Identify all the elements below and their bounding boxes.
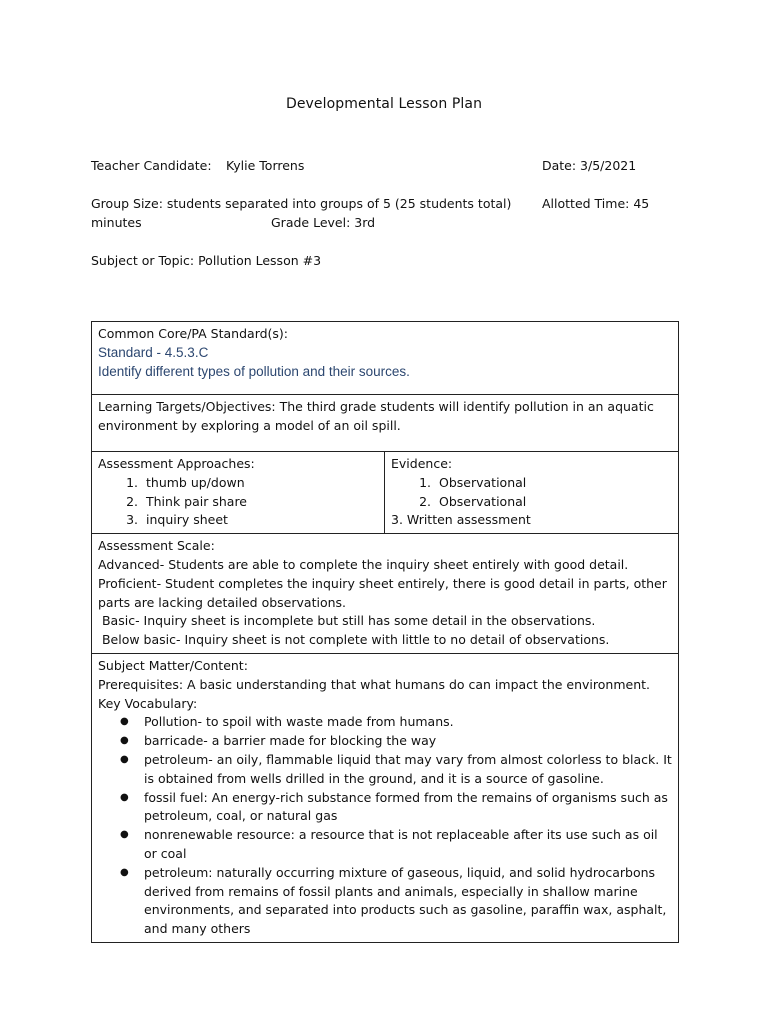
assessment-approaches-label: Assessment Approaches: bbox=[98, 456, 255, 471]
document-title: Developmental Lesson Plan bbox=[285, 96, 483, 112]
subject-matter-cell bbox=[92, 653, 679, 942]
assessment-row bbox=[92, 452, 679, 534]
standard-description: Identify different types of pollution and their sources. bbox=[98, 363, 410, 379]
minutes-text: minutes bbox=[91, 215, 142, 230]
group-size-text: Group Size: students separated into groups of 5 (25 students total) bbox=[91, 196, 512, 211]
list-item: ● petroleum: naturally occurring mixture of gaseous, liquid, and solid hydrocarbons derived from remains of fossil plants and animals, especially in shallow marine environments, and separated into products such as gasoline, paraffin wax, asphalt, and many others bbox=[142, 864, 672, 939]
assessment-approaches-cell bbox=[92, 452, 385, 534]
evidence-label: Evidence: bbox=[391, 456, 453, 471]
assessment-scale-cell bbox=[92, 534, 679, 654]
standards-row bbox=[92, 322, 679, 395]
list-item: ● Pollution- to spoil with waste made from humans. bbox=[142, 713, 672, 732]
assessment-scale-row bbox=[92, 534, 679, 654]
grade-level-text: Grade Level: 3rd bbox=[271, 215, 376, 230]
list-item: ● nonrenewable resource: a resource that is not replaceable after its use such as oil or coal bbox=[142, 826, 672, 864]
scale-below-basic: Below basic- Inquiry sheet is not complete with little to no detail of observations. bbox=[98, 632, 610, 648]
objectives-cell bbox=[92, 395, 679, 452]
list-item: ● petroleum- an oily, flammable liquid that may vary from almost colorless to black. It is obtained from wells drilled in the ground, and it is a source of gasoline. bbox=[142, 751, 672, 789]
list-item: ● barricade- a barrier made for blocking the way bbox=[142, 732, 672, 751]
teacher-name: Kylie Torrens bbox=[226, 158, 305, 173]
evidence-list bbox=[391, 474, 672, 512]
scale-proficient-line-1: Proficient- Student completes the inquiry sheet entirely, there is good detail in parts, other bbox=[98, 575, 667, 591]
objectives-line-1: Learning Targets/Objectives: The third grade students will identify pollution in an aquatic bbox=[98, 399, 654, 414]
vocabulary-list bbox=[98, 713, 672, 939]
scale-basic: Basic- Inquiry sheet is incomplete but still has some detail in the observations. bbox=[98, 613, 596, 629]
lesson-plan-table bbox=[91, 321, 679, 943]
assessment-scale-label: Assessment Scale: bbox=[98, 538, 215, 554]
key-vocabulary-label: Key Vocabulary: bbox=[98, 695, 198, 711]
evidence-cell bbox=[385, 452, 679, 534]
scale-advanced: Advanced- Students are able to complete the inquiry sheet entirely with good detail. bbox=[98, 556, 629, 572]
evidence-item-3: 3. Written assessment bbox=[391, 512, 531, 528]
list-item: 2. Observational bbox=[435, 493, 672, 512]
standard-code: Standard - 4.5.3.C bbox=[98, 344, 209, 360]
scale-proficient-line-2: parts are lacking detailed observations. bbox=[98, 594, 346, 610]
list-item: 3. inquiry sheet bbox=[142, 511, 378, 530]
list-item: ● fossil fuel: An energy-rich substance formed from the remains of organisms such as petroleum, coal, or natural gas bbox=[142, 789, 672, 827]
objectives-line-2: environment by exploring a model of an oil spill. bbox=[98, 417, 401, 433]
date-text: Date: 3/5/2021 bbox=[542, 158, 637, 173]
standards-label: Common Core/PA Standard(s): bbox=[98, 326, 289, 341]
subject-topic-text: Subject or Topic: Pollution Lesson #3 bbox=[91, 253, 322, 268]
standards-cell bbox=[92, 322, 679, 395]
teacher-label: Teacher Candidate: bbox=[91, 158, 212, 173]
objectives-row bbox=[92, 395, 679, 452]
list-item: 1. thumb up/down bbox=[142, 474, 378, 493]
allotted-time-text: Allotted Time: 45 bbox=[542, 196, 650, 211]
subject-matter-row bbox=[92, 653, 679, 942]
prerequisites-text: Prerequisites: A basic understanding that what humans do can impact the environment. bbox=[98, 676, 650, 692]
subject-matter-label: Subject Matter/Content: bbox=[98, 657, 248, 673]
list-item: 2. Think pair share bbox=[142, 493, 378, 512]
list-item: 1. Observational bbox=[435, 474, 672, 493]
assessment-approaches-list bbox=[98, 474, 378, 530]
